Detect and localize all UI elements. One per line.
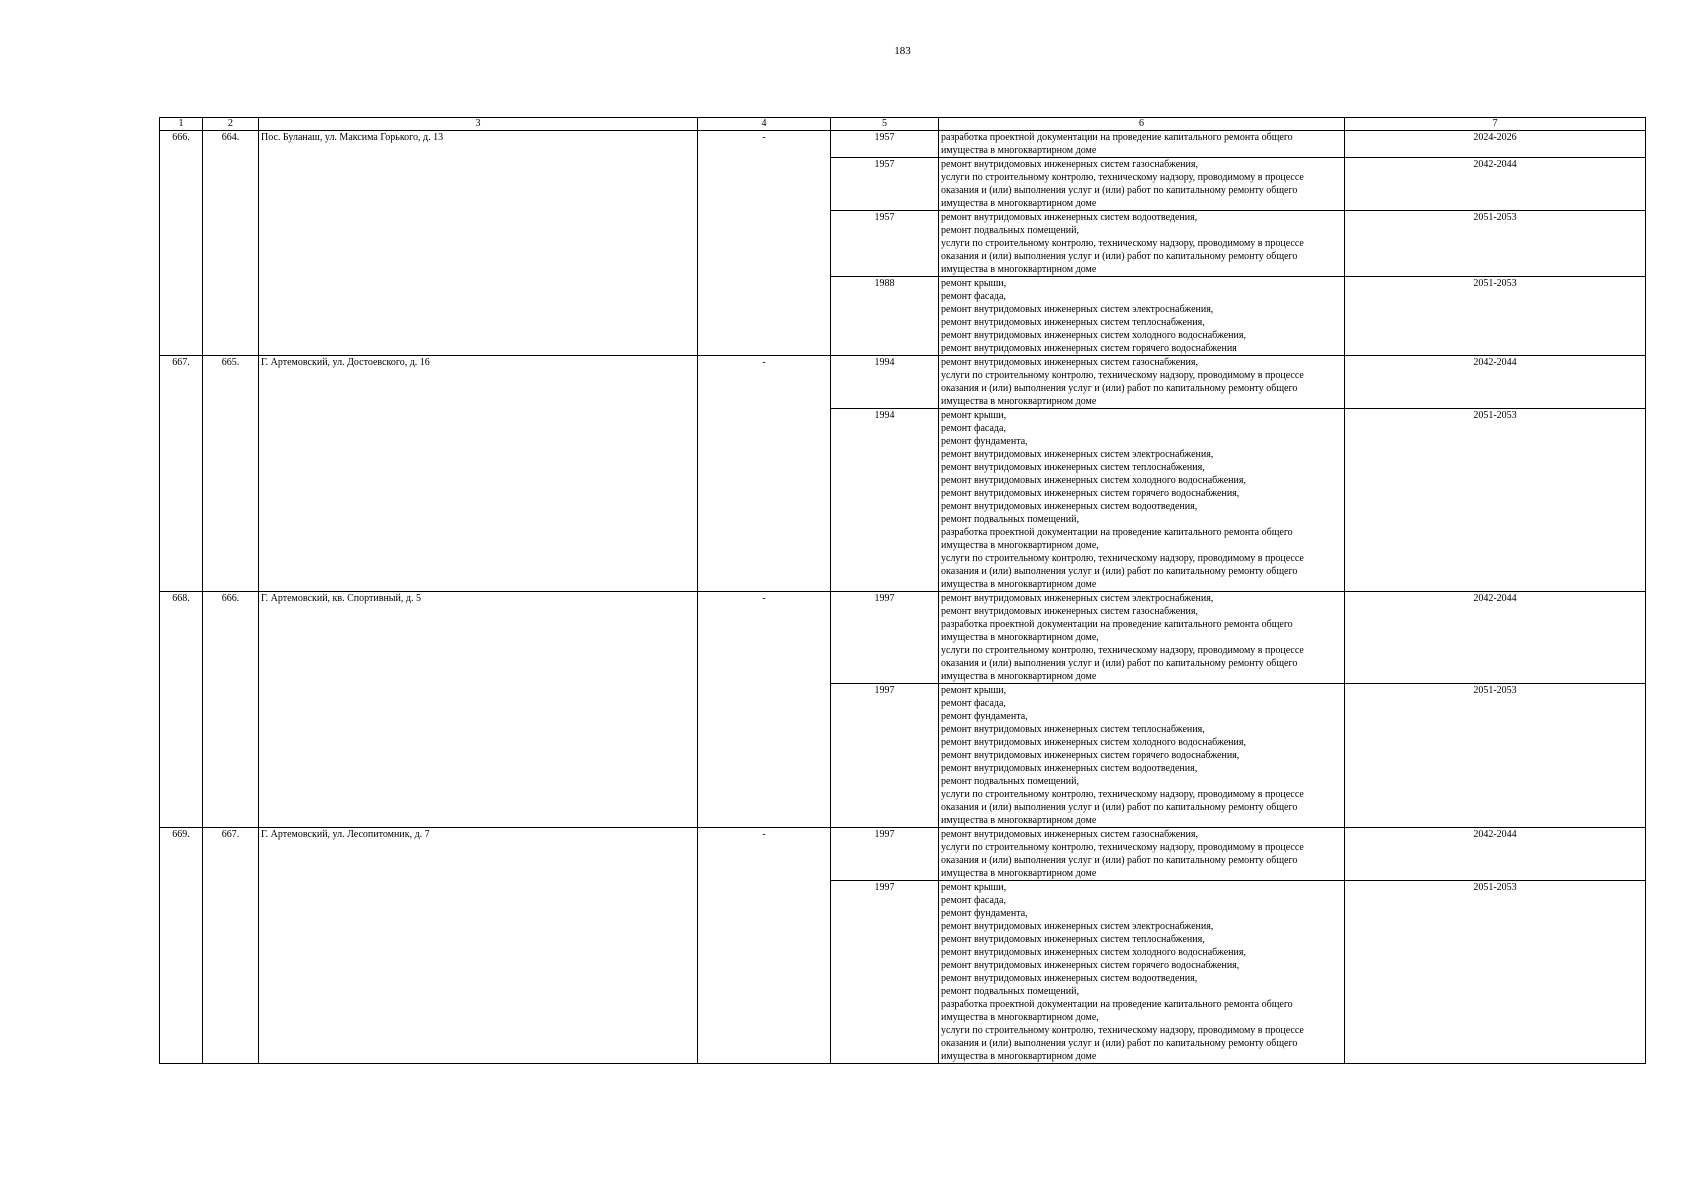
period-cell: 2051-2053 xyxy=(1345,409,1646,592)
column-header: 7 xyxy=(1345,118,1646,131)
header-row xyxy=(160,118,1646,131)
column-header: 6 xyxy=(939,118,1345,131)
year-cell: 1957 xyxy=(831,211,939,277)
works-cell: ремонт крыши, ремонт фасада, ремонт внутридомовых инженерных систем электроснабжения, ремонт внутридомовых инженерных систем теплоснабжения, ремонт внутридомовых инженерных систем холодного водоснабжения, ремонт внутридомовых инженерных систем горячего водоснабжения xyxy=(939,277,1345,356)
year-cell: 1997 xyxy=(831,684,939,828)
year-cell: 1997 xyxy=(831,592,939,684)
works-cell: ремонт внутридомовых инженерных систем электроснабжения, ремонт внутридомовых инженерных систем газоснабжения, разработка проектной документации на проведение капитального ремонта общего имущества в многоквартирном доме, услуги по строительному контролю, техническому надзору, проводимому в процессе оказания и (или) выполнения услуг и (или) работ по капитальному ремонту общего имущества в многоквартирном доме xyxy=(939,592,1345,684)
column-header: 3 xyxy=(259,118,698,131)
address-cell: Пос. Буланаш, ул. Максима Горького, д. 13 xyxy=(259,131,698,356)
address-cell: Г. Артемовский, ул. Достоевского, д. 16 xyxy=(259,356,698,592)
period-cell: 2051-2053 xyxy=(1345,684,1646,828)
column-4-cell: - xyxy=(698,828,831,1064)
page-number: 183 xyxy=(894,45,911,57)
works-cell: ремонт внутридомовых инженерных систем газоснабжения, услуги по строительному контролю, техническому надзору, проводимому в процессе оказания и (или) выполнения услуг и (или) работ по капитальному ремонту общего имущества в многоквартирном доме xyxy=(939,828,1345,881)
capital-repair-table xyxy=(159,117,1646,1064)
works-cell: ремонт внутридомовых инженерных систем водоотведения, ремонт подвальных помещений, услуги по строительному контролю, техническому надзору, проводимому в процессе оказания и (или) выполнения услуг и (или) работ по капитальному ремонту общего имущества в многоквартирном доме xyxy=(939,211,1345,277)
row-index-cell: 665. xyxy=(203,356,259,592)
column-header: 2 xyxy=(203,118,259,131)
year-cell: 1997 xyxy=(831,828,939,881)
table-row xyxy=(160,592,1646,684)
year-cell: 1994 xyxy=(831,409,939,592)
column-header: 1 xyxy=(160,118,203,131)
period-cell: 2051-2053 xyxy=(1345,881,1646,1064)
works-cell: разработка проектной документации на проведение капитального ремонта общего имущества в многоквартирном доме xyxy=(939,131,1345,158)
year-cell: 1957 xyxy=(831,158,939,211)
works-cell: ремонт внутридомовых инженерных систем газоснабжения, услуги по строительному контролю, техническому надзору, проводимому в процессе оказания и (или) выполнения услуг и (или) работ по капитальному ремонту общего имущества в многоквартирном доме xyxy=(939,356,1345,409)
works-cell: ремонт крыши, ремонт фасада, ремонт фундамента, ремонт внутридомовых инженерных систем электроснабжения, ремонт внутридомовых инженерных систем теплоснабжения, ремонт внутридомовых инженерных систем холодного водоснабжения, ремонт внутридомовых инженерных систем горячего водоснабжения, ремонт внутридомовых инженерных систем водоотведения, ремонт подвальных помещений, разработка проектной документации на проведение капитального ремонта общего имущества в многоквартирном доме, услуги по строительному контролю, техническому надзору, проводимому в процессе оказания и (или) выполнения услуг и (или) работ по капитальному ремонту общего имущества в многоквартирном доме xyxy=(939,409,1345,592)
row-number-cell: 668. xyxy=(160,592,203,828)
table-row xyxy=(160,131,1646,158)
period-cell: 2051-2053 xyxy=(1345,277,1646,356)
column-4-cell: - xyxy=(698,592,831,828)
row-index-cell: 667. xyxy=(203,828,259,1064)
column-4-cell: - xyxy=(698,131,831,356)
table-row xyxy=(160,356,1646,409)
row-index-cell: 664. xyxy=(203,131,259,356)
period-cell: 2024-2026 xyxy=(1345,131,1646,158)
column-header: 4 xyxy=(698,118,831,131)
works-cell: ремонт крыши, ремонт фасада, ремонт фундамента, ремонт внутридомовых инженерных систем электроснабжения, ремонт внутридомовых инженерных систем теплоснабжения, ремонт внутридомовых инженерных систем холодного водоснабжения, ремонт внутридомовых инженерных систем горячего водоснабжения, ремонт внутридомовых инженерных систем водоотведения, ремонт подвальных помещений, разработка проектной документации на проведение капитального ремонта общего имущества в многоквартирном доме, услуги по строительному контролю, техническому надзору, проводимому в процессе оказания и (или) выполнения услуг и (или) работ по капитальному ремонту общего имущества в многоквартирном доме xyxy=(939,881,1345,1064)
works-cell: ремонт крыши, ремонт фасада, ремонт фундамента, ремонт внутридомовых инженерных систем теплоснабжения, ремонт внутридомовых инженерных систем холодного водоснабжения, ремонт внутридомовых инженерных систем горячего водоснабжения, ремонт внутридомовых инженерных систем водоотведения, ремонт подвальных помещений, услуги по строительному контролю, техническому надзору, проводимому в процессе оказания и (или) выполнения услуг и (или) работ по капитальному ремонту общего имущества в многоквартирном доме xyxy=(939,684,1345,828)
row-number-cell: 669. xyxy=(160,828,203,1064)
works-cell: ремонт внутридомовых инженерных систем газоснабжения, услуги по строительному контролю, техническому надзору, проводимому в процессе оказания и (или) выполнения услуг и (или) работ по капитальному ремонту общего имущества в многоквартирном доме xyxy=(939,158,1345,211)
year-cell: 1988 xyxy=(831,277,939,356)
row-index-cell: 666. xyxy=(203,592,259,828)
period-cell: 2042-2044 xyxy=(1345,356,1646,409)
row-number-cell: 666. xyxy=(160,131,203,356)
table-row xyxy=(160,828,1646,881)
address-cell: Г. Артемовский, кв. Спортивный, д. 5 xyxy=(259,592,698,828)
address-cell: Г. Артемовский, ул. Лесопитомник, д. 7 xyxy=(259,828,698,1064)
period-cell: 2051-2053 xyxy=(1345,211,1646,277)
year-cell: 1994 xyxy=(831,356,939,409)
period-cell: 2042-2044 xyxy=(1345,828,1646,881)
period-cell: 2042-2044 xyxy=(1345,592,1646,684)
row-number-cell: 667. xyxy=(160,356,203,592)
year-cell: 1997 xyxy=(831,881,939,1064)
column-4-cell: - xyxy=(698,356,831,592)
year-cell: 1957 xyxy=(831,131,939,158)
column-header: 5 xyxy=(831,118,939,131)
period-cell: 2042-2044 xyxy=(1345,158,1646,211)
